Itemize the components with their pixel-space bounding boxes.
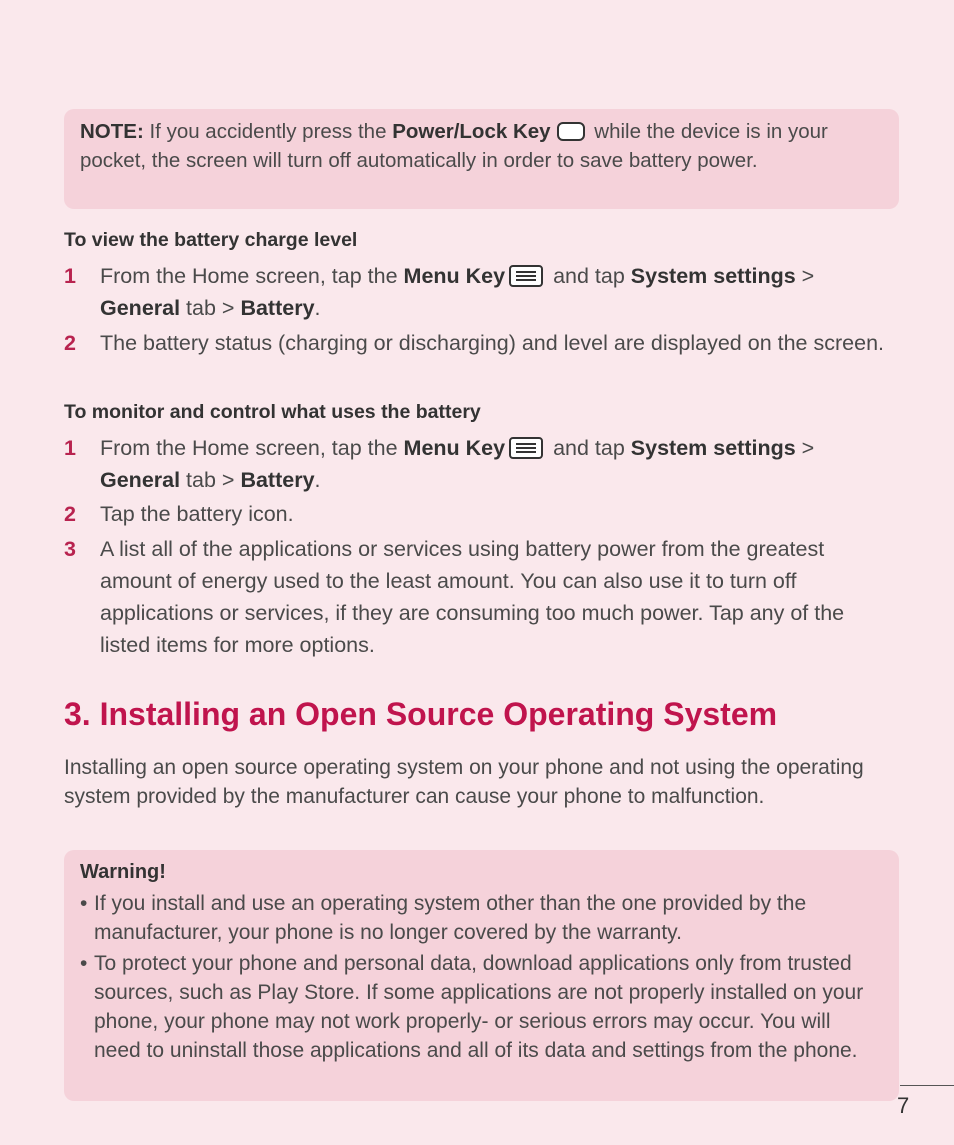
view-step-2: [64, 327, 900, 359]
note-label: NOTE:: [80, 120, 144, 143]
step-text-part: >: [795, 264, 815, 288]
step-number: 2: [64, 331, 76, 355]
step-text-part: tab >: [180, 296, 241, 320]
page-number: 7: [897, 1093, 910, 1118]
step-text-part: From the Home screen, tap the: [100, 436, 404, 460]
monitor-battery-heading: To monitor and control what uses the battery: [64, 401, 481, 423]
view-battery-heading: To view the battery charge level: [64, 229, 358, 251]
step-text: [100, 260, 900, 324]
footer-divider: [900, 1085, 954, 1086]
general-tab-label: General: [100, 468, 181, 492]
bullet-marker: •: [80, 892, 88, 915]
step-number: 2: [64, 502, 76, 526]
monitor-step-1: [64, 432, 900, 496]
bullet-marker: •: [80, 952, 88, 975]
step-number: 1: [64, 436, 76, 460]
warning-title: Warning!: [80, 861, 166, 883]
step-text-part: From the Home screen, tap the: [100, 264, 404, 288]
system-settings-label: System settings: [630, 264, 796, 288]
menu-key-label: Menu Key: [403, 264, 506, 288]
power-lock-key-icon: [557, 122, 585, 141]
menu-key-label: Menu Key: [403, 436, 506, 460]
menu-key-icon: [509, 265, 543, 287]
warning-bullet: [80, 889, 883, 947]
step-text-part: .: [314, 468, 321, 492]
monitor-step-3: [64, 533, 900, 661]
step-number: 3: [64, 537, 76, 561]
section-title: 3. Installing an Open Source Operating System: [64, 696, 778, 732]
step-text: A list all of the applications or services using battery power from the greatest amount of energy used to the least amount. You can also use it to turn off applications or services, if they are consuming too much power. Tap any of the listed items for more options.: [100, 537, 845, 657]
step-text-part: >: [795, 436, 815, 460]
step-text-part: tab >: [180, 468, 241, 492]
warning-bullet-text: If you install and use an operating system other than the one provided by the manufacturer, your phone is no longer covered by the warranty.: [94, 892, 807, 944]
step-text: [100, 432, 900, 496]
general-tab-label: General: [100, 296, 181, 320]
warning-bullet: [80, 949, 883, 1065]
warning-box: [64, 850, 899, 1101]
view-step-1: [64, 260, 900, 324]
note-text-after: while the device is in your pocket, the screen will turn off automatically in order to save battery power.: [80, 120, 828, 172]
note-text-before: If you accidently press the: [143, 120, 393, 143]
step-text-part: and tap: [547, 436, 631, 460]
step-text-part: .: [314, 296, 321, 320]
step-text: Tap the battery icon.: [100, 502, 294, 526]
monitor-step-2: [64, 498, 900, 530]
warning-bullet-text: To protect your phone and personal data, download applications only from trusted sources, such as Play Store. If some applications are not properly installed on your phone, your phone may not work properly- or serious errors may occur. You will need to uninstall those applications and all of its data and settings from the phone.: [94, 952, 864, 1062]
step-text-part: and tap: [547, 264, 631, 288]
note-key-name: Power/Lock Key: [392, 120, 551, 143]
menu-key-icon: [509, 437, 543, 459]
section-intro: Installing an open source operating system on your phone and not using the operating system provided by the manufacturer can cause your phone to malfunction.: [64, 756, 864, 808]
system-settings-label: System settings: [630, 436, 796, 460]
step-number: 1: [64, 264, 76, 288]
battery-label: Battery: [240, 468, 315, 492]
note-box: [64, 109, 899, 209]
step-text: The battery status (charging or discharging) and level are displayed on the screen.: [100, 331, 884, 355]
battery-label: Battery: [240, 296, 315, 320]
